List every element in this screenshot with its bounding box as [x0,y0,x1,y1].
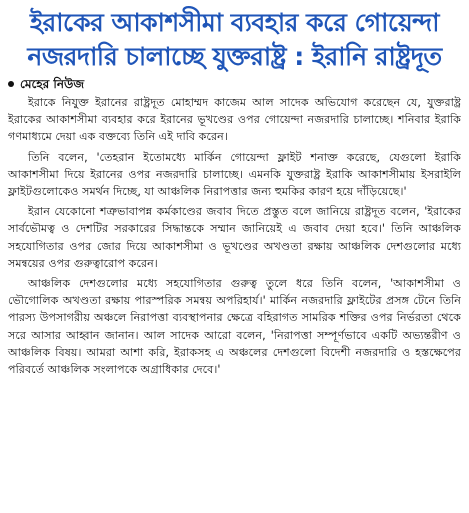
paragraph-2: তিনি বলেন, 'তেহরান ইতোমধ্যে মার্কিন গোয়েন্দা ফ্লাইট শনাক্ত করেছে, যেগুলো ইরাকি আকাশসীমা দিয়ে ইরানের ওপর নজরদারি চালাচ্ছে। এমনকি যুক্তরাষ্ট্র ইরাকি আকাশসীমায় ইসরাইলি ফ্লাইটগুলোকেও সমর্থন দিচ্ছে, যা আঞ্চলিক নিরাপত্তার জন্য হুমকির কারণ হয়ে দাঁড়িয়েছে।' [8,150,461,199]
headline-line-1: ইরাকের আকাশসীমা ব্যবহার করে গোয়েন্দা [30,8,439,37]
paragraph-1: ইরাকে নিযুক্ত ইরানের রাষ্ট্রদূত মোহাম্মদ কাজেম আল সাদেক অভিযোগ করেছেন যে, যুক্তরাষ্ট্র ইরাকের আকাশসীমা ব্যবহার করে ইরানের ভূখণ্ডের ওপর গোয়েন্দা নজরদারি চালাচ্ছে। শনিবার ইরাকি গণমাধ্যমে দেয়া এক বক্তব্যে তিনি এই দাবি করেন। [8,96,461,144]
byline-source: মেহের নিউজ [20,77,85,91]
paragraph-4: আঞ্চলিক দেশগুলোর মধ্যে সহযোগিতার গুরুত্ব তুলে ধরে তিনি বলেন, 'আকাশসীমা ও ভৌগোলিক অখণ্ডতা রক্ষায় পারস্পরিক সমন্বয় অপরিহার্য।' মার্কিন নজরদারি ফ্লাইটের প্রসঙ্গ টেনে তিনি পারস্য উপসাগরীয় অঞ্চলে নিরাপত্তা ব্যবস্থাপনার ক্ষেত্রে বহিরাগত সামরিক শক্তির ওপর নির্ভরতা থেকে সরে আসার আহ্বান জানান। আল সাদেক আরো বলেন, 'নিরাপত্তা সম্পূর্ণভাবে একটি অভ্যন্তরীণ ও আঞ্চলিক বিষয়। আমরা আশা করি, ইরাকসহ এ অঞ্চলের দেশগুলো বিদেশী নজরদারি ও হস্তক্ষেপের পরিবর্তে আঞ্চলিক সংলাপকে অগ্রাধিকার দেবে।' [8,277,461,377]
paragraph-3: ইরান যেকোনো শত্রুভাবাপন্ন কর্মকাণ্ডের জবাব দিতে প্রস্তুত বলে জানিয়ে রাষ্ট্রদূত বলেন, 'ইরাকের সার্বভৌমত্ব ও দেশটির সরকারের সিদ্ধান্তকে সম্মান জানিয়েই এ জবাব দেয়া হবে।' তিনি আঞ্চলিক সহযোগিতার ওপর জোর দিয়ে আকাশসীমা ও ভূখণ্ডের অখণ্ডতা রক্ষায় আঞ্চলিক দেশগুলোর মধ্যে সমন্বয়ের ওপর গুরুত্বারোপ করেন। [8,205,461,270]
byline [8,76,461,92]
headline [8,6,461,74]
article-body [8,94,461,378]
headline-line-2: নজরদারি চালাচ্ছে যুক্তরাষ্ট্র : ইরানি রাষ্ট্রদূত [27,42,442,71]
bullet-icon [8,81,14,87]
